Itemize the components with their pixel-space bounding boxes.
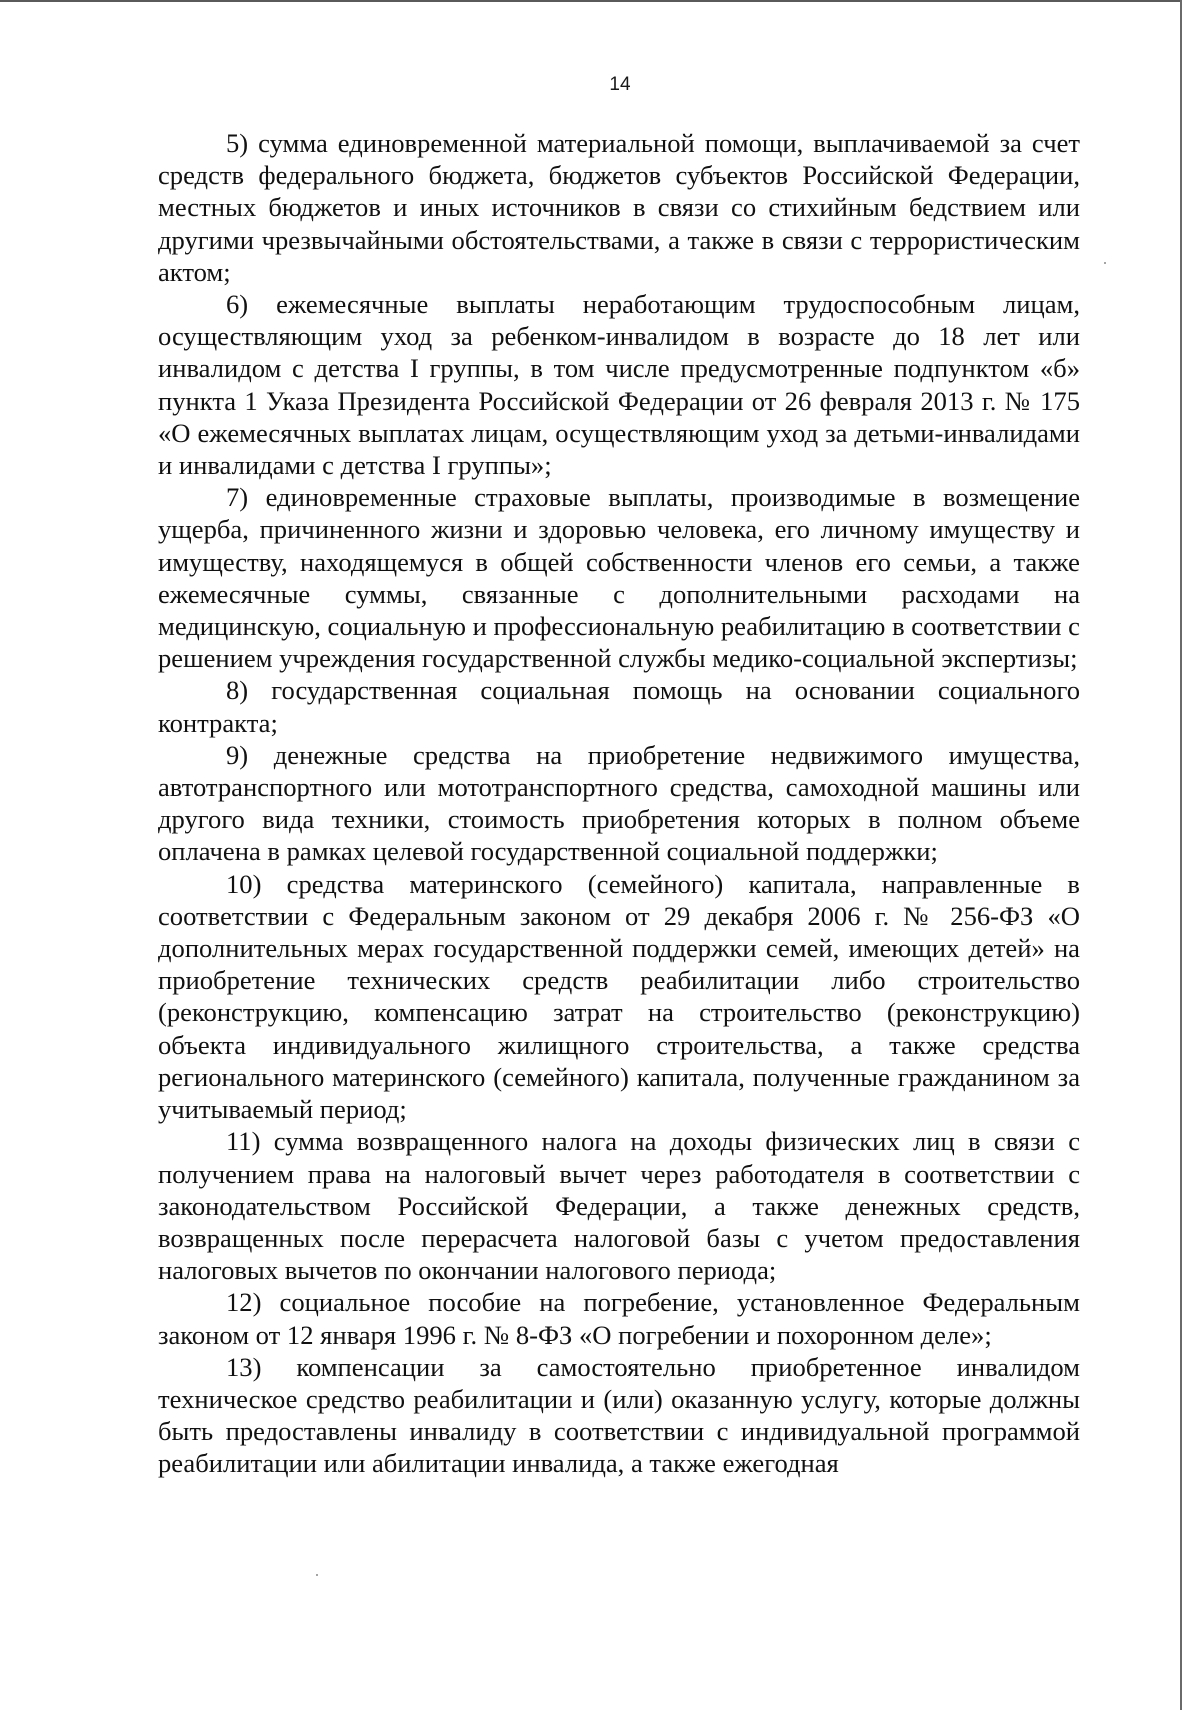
list-item-6: 6) ежемесячные выплаты неработающим трудоспособным лицам, осуществляющим уход за ребенком-инвалидом в возрасте до 18 лет или инвалидом с детства I группы, в том числе предусмотренные подпунктом «б» пункта 1 Указа Президента Российской Федерации от 26 февраля 2013 г. № 175 «О ежемесячных выплатах лицам, осуществляющим уход за детьми-инвалидами и инвалидами с детства I группы»;	[158, 289, 1080, 481]
document-body	[158, 127, 1080, 1480]
list-item-12: 12) социальное пособие на погребение, установленное Федеральным законом от 12 января 1996 г. № 8-ФЗ «О погребении и похоронном деле»;	[158, 1287, 1080, 1350]
list-item-11: 11) сумма возвращенного налога на доходы физических лиц в связи с получением права на налоговый вычет через работодателя в соответствии с законодательством Российской Федерации, а также денежных средств, возвращенных после перерасчета налоговой базы с учетом предоставления налоговых вычетов по окончании налогового периода;	[158, 1126, 1080, 1286]
page-number: 14	[609, 74, 631, 95]
scan-speck	[1104, 262, 1106, 264]
list-item-10: 10) средства материнского (семейного) капитала, направленные в соответствии с Федеральным законом от 29 декабря 2006 г. № 256-ФЗ «О дополнительных мерах государственной поддержки семей, имеющих детей» на приобретение технических средств реабилитации либо строительство (реконструкцию, компенсацию затрат на строительство (реконструкцию) объекта индивидуального жилищного строительства, а также средства регионального материнского (семейного) капитала, полученные гражданином за учитываемый период;	[158, 868, 1080, 1125]
list-item-5: 5) сумма единовременной материальной помощи, выплачиваемой за счет средств федерального бюджета, бюджетов субъектов Российской Федерации, местных бюджетов и иных источников в связи со стихийным бедствием или другими чрезвычайными обстоятельствами, а также в связи с террористическим актом;	[158, 128, 1080, 287]
list-item-9: 9) денежные средства на приобретение недвижимого имущества, автотранспортного или мототранспортного средства, самоходной машины или другого вида техники, стоимость приобретения которых в полном объеме оплачена в рамках целевой государственной социальной поддержки;	[158, 739, 1080, 867]
list-item-13: 13) компенсации за самостоятельно приобретенное инвалидом техническое средство реабилитации и (или) оказанную услугу, которые должны быть предоставлены инвалиду в соответствии с индивидуальной программой реабилитации или абилитации инвалида, а также ежегодная	[158, 1351, 1080, 1479]
page-edge-top	[0, 0, 1180, 2]
scan-speck	[316, 1574, 318, 1576]
page-edge-right	[1180, 0, 1182, 1710]
list-item-7: 7) единовременные страховые выплаты, производимые в возмещение ущерба, причиненного жизни и здоровью человека, его личному имуществу и имуществу, находящемуся в общей собственности членов его семьи, а также ежемесячные суммы, связанные с дополнительными расходами на медицинскую, социальную и профессиональную реабилитацию в соответствии с решением учреждения государственной службы медико-социальной экспертизы;	[158, 482, 1080, 674]
list-item-8: 8) государственная социальная помощь на основании социального контракта;	[158, 675, 1080, 738]
